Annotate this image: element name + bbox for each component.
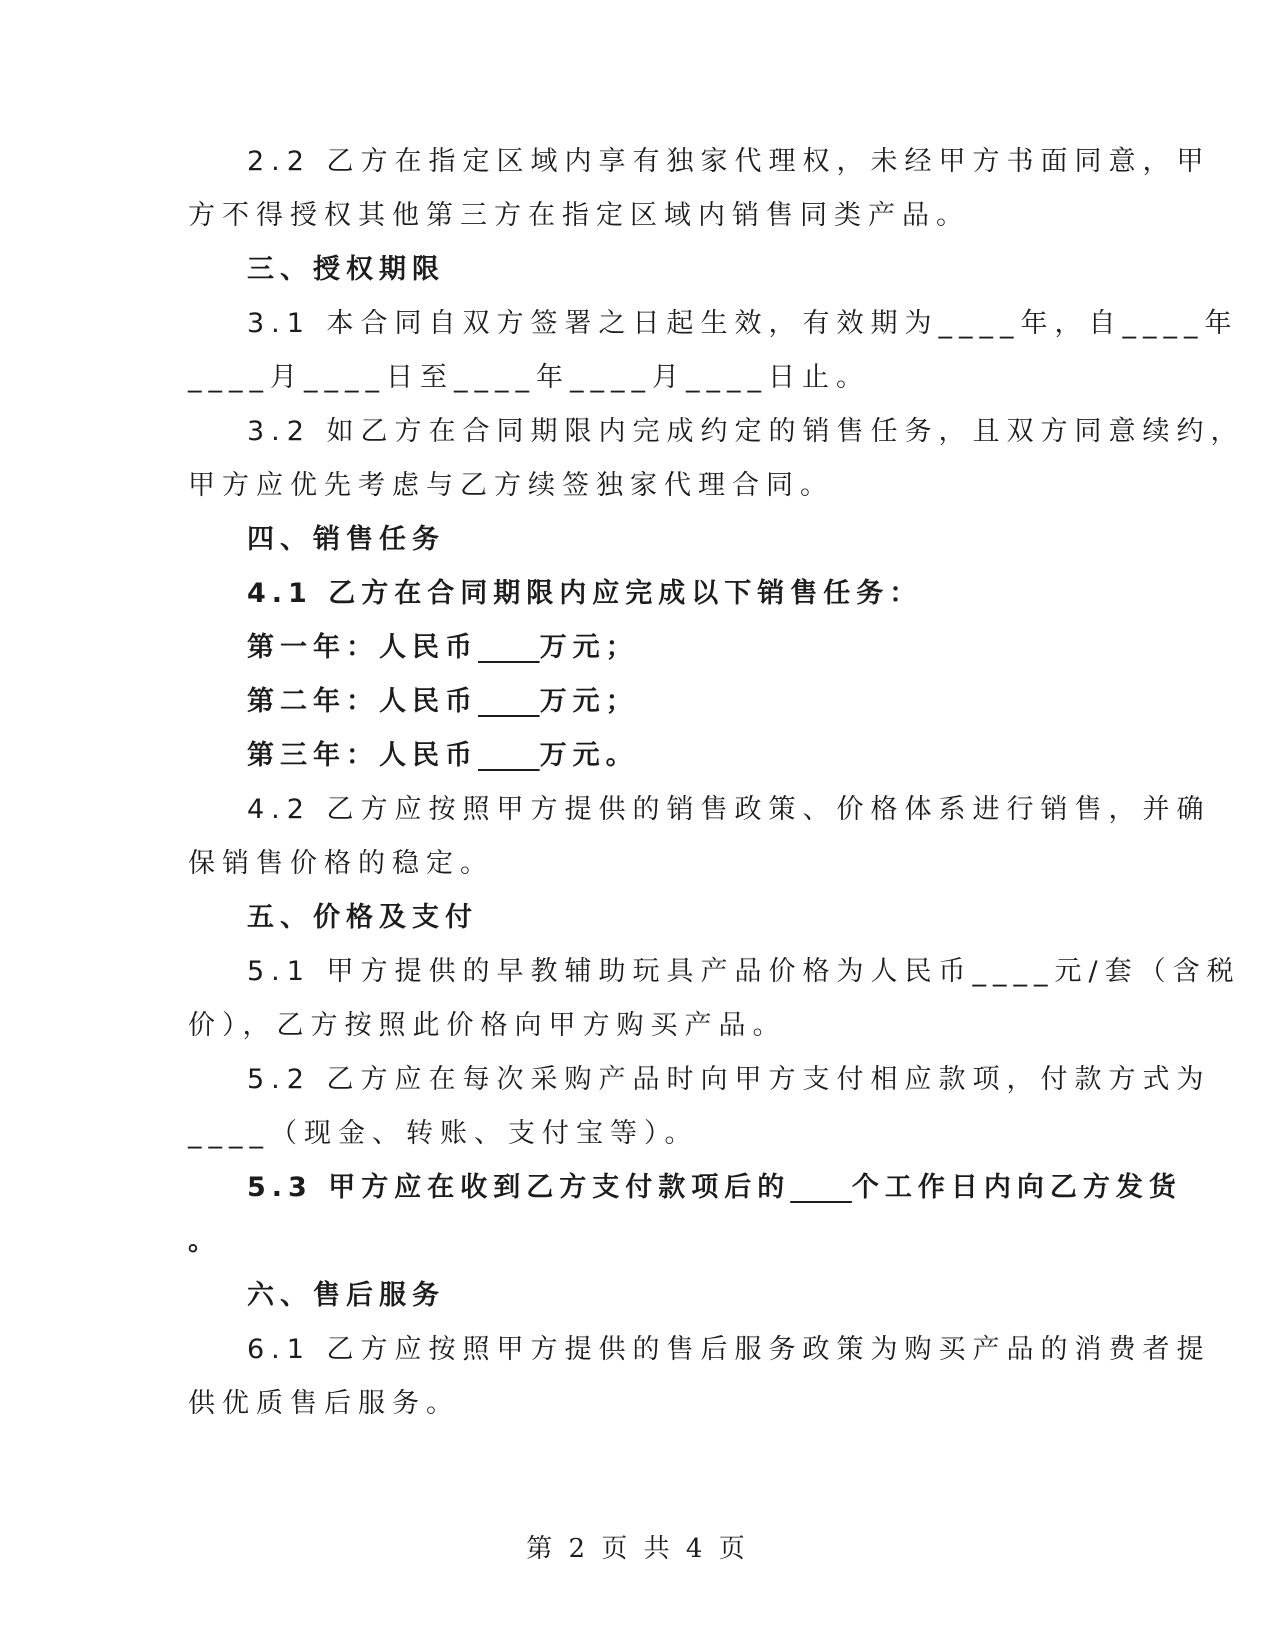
- section-heading-5: 五、价格及支付: [247, 902, 478, 933]
- clause-5-1-line-1: 5.1 甲方提供的早教辅助玩具产品价格为人民币____元/套（含税: [247, 956, 1241, 987]
- clause-5-3-line-2: 。: [188, 1226, 221, 1257]
- sales-target-blank: [478, 686, 540, 717]
- sales-target-year-3: [247, 739, 639, 773]
- sales-target-label: 第二年：人民币: [247, 686, 478, 717]
- sales-target-year-1: [247, 631, 639, 665]
- clause-6-1-line-2: 供优质售后服务。: [188, 1388, 460, 1419]
- sales-target-unit: 万元；: [539, 686, 639, 717]
- clause-5-2-line-1: 5.2 乙方应在每次采购产品时向甲方支付相应款项，付款方式为: [247, 1064, 1211, 1095]
- clause-3-1-line-1: 3.1 本合同自双方签署之日起生效，有效期为____年，自____年: [247, 308, 1239, 339]
- sales-target-label: 第一年：人民币: [247, 632, 478, 663]
- clause-4-2-line-2: 保销售价格的稳定。: [188, 848, 494, 879]
- clause-4-2-line-1: 4.2 乙方应按照甲方提供的销售政策、价格体系进行销售，并确: [247, 794, 1211, 825]
- clause-3-1-line-2: ____月____日至____年____月____日止。: [188, 362, 870, 393]
- section-heading-6: 六、售后服务: [247, 1280, 445, 1311]
- sales-target-unit: 万元。: [539, 740, 639, 771]
- section-heading-4: 四、销售任务: [247, 524, 445, 555]
- clause-2-2-line-2: 方不得授权其他第三方在指定区域内销售同类产品。: [188, 200, 970, 231]
- sales-target-year-2: [247, 685, 639, 719]
- clause-2-2-line-1: 2.2 乙方在指定区域内享有独家代理权，未经甲方书面同意，甲: [247, 146, 1211, 177]
- sales-target-blank: [478, 740, 540, 771]
- clause-5-3-blank: [790, 1172, 852, 1203]
- clause-4-1-intro: 4.1 乙方在合同期限内应完成以下销售任务：: [247, 578, 923, 609]
- clause-5-1-line-2: 价），乙方按照此价格向甲方购买产品。: [188, 1010, 787, 1041]
- clause-5-3-text-before: 5.3 甲方应在收到乙方支付款项后的: [247, 1172, 791, 1203]
- clause-5-2-line-2: ____（现金、转账、支付宝等）。: [188, 1118, 699, 1149]
- sales-target-unit: 万元；: [539, 632, 639, 663]
- clause-3-2-line-1: 3.2 如乙方在合同期限内完成约定的销售任务，且双方同意续约，: [247, 416, 1245, 447]
- sales-target-blank: [478, 632, 540, 663]
- page-number-footer: 第 2 页 共 4 页: [526, 1534, 749, 1564]
- clause-6-1-line-1: 6.1 乙方应按照甲方提供的售后服务政策为购买产品的消费者提: [247, 1334, 1211, 1365]
- clause-5-3-text-after: 个工作日内向乙方发货: [851, 1172, 1182, 1203]
- sales-target-label: 第三年：人民币: [247, 740, 478, 771]
- clause-5-3-line-1: [247, 1171, 1182, 1205]
- clause-3-2-line-2: 甲方应优先考虑与乙方续签独家代理合同。: [188, 470, 834, 501]
- section-heading-3: 三、授权期限: [247, 254, 445, 285]
